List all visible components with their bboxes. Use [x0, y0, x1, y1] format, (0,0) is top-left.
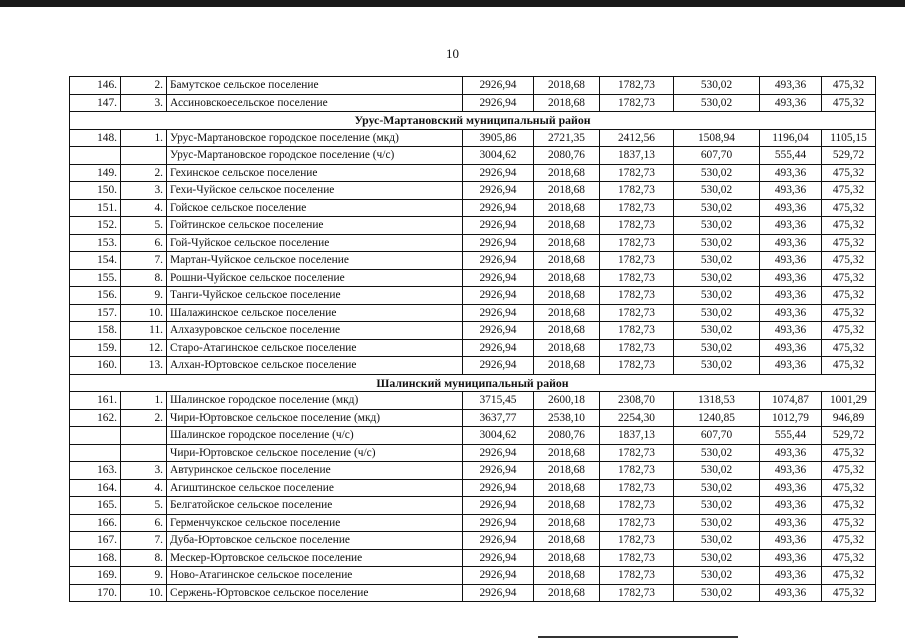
value-cell-4: 530,02 [674, 252, 760, 270]
value-cell-2: 2018,68 [534, 567, 600, 585]
value-cell-2: 2018,68 [534, 357, 600, 375]
row-number-district: 8. [121, 269, 167, 287]
value-cell-2: 2080,76 [534, 427, 600, 445]
table-row [70, 532, 876, 550]
value-cell-3: 1837,13 [600, 427, 674, 445]
value-cell-4: 1508,94 [674, 129, 760, 147]
row-number-overall: 159. [70, 339, 121, 357]
value-cell-4: 530,02 [674, 164, 760, 182]
value-cell-1: 2926,94 [463, 77, 534, 95]
value-cell-3: 2412,56 [600, 129, 674, 147]
row-number-district [121, 427, 167, 445]
value-cell-5: 493,36 [760, 514, 822, 532]
row-number-district: 12. [121, 339, 167, 357]
value-cell-6: 475,32 [822, 94, 876, 112]
row-number-overall: 167. [70, 532, 121, 550]
value-cell-1: 2926,94 [463, 479, 534, 497]
value-cell-4: 530,02 [674, 94, 760, 112]
bottom-edge-mark [538, 636, 738, 638]
row-number-overall: 150. [70, 182, 121, 200]
table-row [70, 129, 876, 147]
settlement-name: Шалажинское сельское поселение [167, 304, 463, 322]
value-cell-4: 530,02 [674, 567, 760, 585]
table-row [70, 217, 876, 235]
value-cell-3: 1782,73 [600, 94, 674, 112]
settlement-name: Герменчукское сельское поселение [167, 514, 463, 532]
value-cell-1: 2926,94 [463, 269, 534, 287]
row-number-district: 4. [121, 199, 167, 217]
row-number-overall: 161. [70, 392, 121, 410]
value-cell-5: 493,36 [760, 269, 822, 287]
value-cell-4: 530,02 [674, 357, 760, 375]
value-cell-6: 475,32 [822, 164, 876, 182]
value-cell-1: 2926,94 [463, 252, 534, 270]
section-header-row [70, 374, 876, 392]
table-row [70, 444, 876, 462]
row-number-overall: 166. [70, 514, 121, 532]
value-cell-5: 1074,87 [760, 392, 822, 410]
settlement-name: Старо-Атагинское сельское поселение [167, 339, 463, 357]
settlement-name: Гехи-Чуйское сельское поселение [167, 182, 463, 200]
value-cell-4: 530,02 [674, 217, 760, 235]
row-number-overall: 146. [70, 77, 121, 95]
value-cell-5: 493,36 [760, 444, 822, 462]
section-title: Шалинский муниципальный район [70, 374, 876, 392]
value-cell-6: 475,32 [822, 304, 876, 322]
value-cell-3: 1782,73 [600, 269, 674, 287]
table-row [70, 567, 876, 585]
row-number-overall: 158. [70, 322, 121, 340]
value-cell-6: 475,32 [822, 462, 876, 480]
value-cell-5: 493,36 [760, 164, 822, 182]
table-row [70, 252, 876, 270]
settlement-name: Рошни-Чуйское сельское поселение [167, 269, 463, 287]
row-number-overall [70, 147, 121, 165]
table-row [70, 199, 876, 217]
value-cell-1: 2926,94 [463, 357, 534, 375]
value-cell-6: 475,32 [822, 339, 876, 357]
value-cell-3: 1782,73 [600, 77, 674, 95]
settlement-name: Белгатойское сельское поселение [167, 497, 463, 515]
value-cell-2: 2018,68 [534, 584, 600, 602]
value-cell-2: 2018,68 [534, 182, 600, 200]
table-row [70, 427, 876, 445]
value-cell-3: 1782,73 [600, 217, 674, 235]
value-cell-3: 1782,73 [600, 584, 674, 602]
value-cell-6: 475,32 [822, 269, 876, 287]
value-cell-1: 2926,94 [463, 199, 534, 217]
value-cell-2: 2018,68 [534, 269, 600, 287]
value-cell-4: 1318,53 [674, 392, 760, 410]
settlement-name: Урус-Мартановское городское поселение (мкд) [167, 129, 463, 147]
value-cell-6: 475,32 [822, 217, 876, 235]
row-number-overall [70, 444, 121, 462]
value-cell-2: 2080,76 [534, 147, 600, 165]
settlement-name: Мескер-Юртовское сельское поселение [167, 549, 463, 567]
row-number-district: 9. [121, 287, 167, 305]
value-cell-4: 530,02 [674, 287, 760, 305]
value-cell-4: 530,02 [674, 269, 760, 287]
row-number-overall: 165. [70, 497, 121, 515]
tariff-table [69, 76, 876, 602]
value-cell-5: 1012,79 [760, 409, 822, 427]
value-cell-2: 2600,18 [534, 392, 600, 410]
value-cell-2: 2018,68 [534, 77, 600, 95]
row-number-district: 3. [121, 462, 167, 480]
row-number-district: 5. [121, 497, 167, 515]
row-number-district [121, 444, 167, 462]
value-cell-4: 530,02 [674, 77, 760, 95]
value-cell-5: 1196,04 [760, 129, 822, 147]
value-cell-1: 3004,62 [463, 147, 534, 165]
row-number-district [121, 147, 167, 165]
value-cell-4: 530,02 [674, 322, 760, 340]
row-number-overall: 163. [70, 462, 121, 480]
table-row [70, 182, 876, 200]
value-cell-5: 493,36 [760, 567, 822, 585]
row-number-district: 1. [121, 129, 167, 147]
table-row [70, 479, 876, 497]
settlement-name: Мартан-Чуйское сельское поселение [167, 252, 463, 270]
top-border-rule [0, 0, 905, 7]
row-number-district: 4. [121, 479, 167, 497]
value-cell-2: 2018,68 [534, 217, 600, 235]
settlement-name: Урус-Мартановское городское поселение (ч/с) [167, 147, 463, 165]
row-number-district: 2. [121, 77, 167, 95]
table-row [70, 584, 876, 602]
value-cell-1: 2926,94 [463, 567, 534, 585]
value-cell-1: 3905,86 [463, 129, 534, 147]
settlement-name: Алхан-Юртовское сельское поселение [167, 357, 463, 375]
row-number-district: 7. [121, 252, 167, 270]
value-cell-2: 2018,68 [534, 532, 600, 550]
value-cell-6: 475,32 [822, 234, 876, 252]
table-row [70, 287, 876, 305]
settlement-name: Агиштинское сельское поселение [167, 479, 463, 497]
value-cell-6: 475,32 [822, 549, 876, 567]
value-cell-5: 493,36 [760, 94, 822, 112]
table-row [70, 164, 876, 182]
value-cell-3: 1782,73 [600, 304, 674, 322]
row-number-overall: 170. [70, 584, 121, 602]
value-cell-4: 530,02 [674, 532, 760, 550]
settlement-name: Автуринское сельское поселение [167, 462, 463, 480]
value-cell-1: 2926,94 [463, 182, 534, 200]
value-cell-1: 2926,94 [463, 234, 534, 252]
value-cell-5: 555,44 [760, 427, 822, 445]
value-cell-6: 529,72 [822, 427, 876, 445]
value-cell-4: 530,02 [674, 444, 760, 462]
settlement-name: Ассиновскоесельское поселение [167, 94, 463, 112]
value-cell-3: 1782,73 [600, 287, 674, 305]
value-cell-5: 493,36 [760, 497, 822, 515]
page-number: 10 [446, 46, 459, 61]
row-number-district: 1. [121, 392, 167, 410]
row-number-overall [70, 427, 121, 445]
value-cell-2: 2018,68 [534, 287, 600, 305]
value-cell-1: 3004,62 [463, 427, 534, 445]
value-cell-5: 493,36 [760, 77, 822, 95]
row-number-overall: 157. [70, 304, 121, 322]
value-cell-4: 530,02 [674, 462, 760, 480]
value-cell-5: 493,36 [760, 339, 822, 357]
value-cell-4: 530,02 [674, 234, 760, 252]
section-title: Урус-Мартановский муниципальный район [70, 112, 876, 130]
row-number-district: 2. [121, 409, 167, 427]
settlement-name: Сержень-Юртовское сельское поселение [167, 584, 463, 602]
value-cell-1: 2926,94 [463, 462, 534, 480]
row-number-overall: 152. [70, 217, 121, 235]
value-cell-3: 1782,73 [600, 549, 674, 567]
value-cell-4: 530,02 [674, 479, 760, 497]
value-cell-2: 2018,68 [534, 252, 600, 270]
value-cell-6: 475,32 [822, 77, 876, 95]
row-number-district: 11. [121, 322, 167, 340]
value-cell-5: 493,36 [760, 532, 822, 550]
value-cell-1: 2926,94 [463, 584, 534, 602]
value-cell-5: 493,36 [760, 234, 822, 252]
row-number-overall: 164. [70, 479, 121, 497]
value-cell-4: 607,70 [674, 427, 760, 445]
row-number-overall: 151. [70, 199, 121, 217]
value-cell-3: 1782,73 [600, 532, 674, 550]
value-cell-6: 475,32 [822, 479, 876, 497]
value-cell-4: 530,02 [674, 339, 760, 357]
value-cell-3: 1837,13 [600, 147, 674, 165]
value-cell-1: 3637,77 [463, 409, 534, 427]
table-row [70, 514, 876, 532]
value-cell-3: 1782,73 [600, 199, 674, 217]
value-cell-1: 2926,94 [463, 304, 534, 322]
value-cell-5: 493,36 [760, 199, 822, 217]
value-cell-6: 1105,15 [822, 129, 876, 147]
value-cell-4: 607,70 [674, 147, 760, 165]
value-cell-2: 2018,68 [534, 549, 600, 567]
value-cell-1: 2926,94 [463, 94, 534, 112]
value-cell-2: 2018,68 [534, 164, 600, 182]
value-cell-2: 2018,68 [534, 199, 600, 217]
value-cell-5: 555,44 [760, 147, 822, 165]
value-cell-5: 493,36 [760, 217, 822, 235]
table-row [70, 392, 876, 410]
value-cell-1: 2926,94 [463, 444, 534, 462]
table-row [70, 147, 876, 165]
table-row [70, 269, 876, 287]
value-cell-6: 475,32 [822, 444, 876, 462]
value-cell-6: 475,32 [822, 182, 876, 200]
table-row [70, 339, 876, 357]
row-number-district: 6. [121, 234, 167, 252]
row-number-district: 9. [121, 567, 167, 585]
value-cell-1: 2926,94 [463, 532, 534, 550]
value-cell-3: 1782,73 [600, 322, 674, 340]
value-cell-5: 493,36 [760, 549, 822, 567]
value-cell-6: 475,32 [822, 199, 876, 217]
value-cell-3: 1782,73 [600, 164, 674, 182]
value-cell-1: 2926,94 [463, 322, 534, 340]
value-cell-5: 493,36 [760, 182, 822, 200]
value-cell-6: 475,32 [822, 252, 876, 270]
value-cell-2: 2018,68 [534, 462, 600, 480]
table-row [70, 462, 876, 480]
table-row [70, 304, 876, 322]
table-row [70, 549, 876, 567]
value-cell-1: 2926,94 [463, 164, 534, 182]
row-number-overall: 162. [70, 409, 121, 427]
value-cell-3: 1782,73 [600, 514, 674, 532]
value-cell-4: 530,02 [674, 497, 760, 515]
row-number-overall: 148. [70, 129, 121, 147]
row-number-overall: 147. [70, 94, 121, 112]
table-row [70, 357, 876, 375]
row-number-district: 5. [121, 217, 167, 235]
settlement-name: Ново-Атагинское сельское поселение [167, 567, 463, 585]
table-row [70, 77, 876, 95]
value-cell-1: 3715,45 [463, 392, 534, 410]
settlement-name: Шалинское городское поселение (мкд) [167, 392, 463, 410]
row-number-district: 2. [121, 164, 167, 182]
value-cell-3: 2308,70 [600, 392, 674, 410]
value-cell-2: 2018,68 [534, 444, 600, 462]
row-number-district: 13. [121, 357, 167, 375]
settlement-name: Гойское сельское поселение [167, 199, 463, 217]
row-number-overall: 149. [70, 164, 121, 182]
settlement-name: Чири-Юртовское сельское поселение (мкд) [167, 409, 463, 427]
table-row [70, 94, 876, 112]
value-cell-3: 1782,73 [600, 497, 674, 515]
value-cell-6: 529,72 [822, 147, 876, 165]
value-cell-2: 2018,68 [534, 94, 600, 112]
settlement-name: Танги-Чуйское сельское поселение [167, 287, 463, 305]
value-cell-6: 475,32 [822, 322, 876, 340]
value-cell-6: 475,32 [822, 357, 876, 375]
table-body [70, 77, 876, 602]
value-cell-2: 2538,10 [534, 409, 600, 427]
row-number-overall: 160. [70, 357, 121, 375]
settlement-name: Гехинское сельское поселение [167, 164, 463, 182]
value-cell-4: 530,02 [674, 549, 760, 567]
value-cell-3: 1782,73 [600, 444, 674, 462]
value-cell-1: 2926,94 [463, 549, 534, 567]
value-cell-5: 493,36 [760, 322, 822, 340]
value-cell-3: 1782,73 [600, 462, 674, 480]
value-cell-6: 946,89 [822, 409, 876, 427]
value-cell-1: 2926,94 [463, 287, 534, 305]
value-cell-6: 1001,29 [822, 392, 876, 410]
value-cell-1: 2926,94 [463, 217, 534, 235]
value-cell-6: 475,32 [822, 584, 876, 602]
row-number-district: 6. [121, 514, 167, 532]
row-number-overall: 155. [70, 269, 121, 287]
value-cell-5: 493,36 [760, 287, 822, 305]
row-number-district: 3. [121, 94, 167, 112]
value-cell-2: 2018,68 [534, 514, 600, 532]
value-cell-2: 2018,68 [534, 479, 600, 497]
table-row [70, 322, 876, 340]
row-number-district: 10. [121, 304, 167, 322]
row-number-overall: 169. [70, 567, 121, 585]
value-cell-5: 493,36 [760, 252, 822, 270]
row-number-district: 7. [121, 532, 167, 550]
value-cell-2: 2018,68 [534, 497, 600, 515]
row-number-district: 3. [121, 182, 167, 200]
value-cell-3: 1782,73 [600, 252, 674, 270]
value-cell-5: 493,36 [760, 462, 822, 480]
value-cell-1: 2926,94 [463, 497, 534, 515]
value-cell-2: 2018,68 [534, 339, 600, 357]
value-cell-3: 1782,73 [600, 234, 674, 252]
settlement-name: Чири-Юртовское сельское поселение (ч/с) [167, 444, 463, 462]
value-cell-1: 2926,94 [463, 339, 534, 357]
value-cell-4: 1240,85 [674, 409, 760, 427]
row-number-overall: 153. [70, 234, 121, 252]
value-cell-2: 2018,68 [534, 234, 600, 252]
row-number-overall: 168. [70, 549, 121, 567]
settlement-name: Алхазуровское сельское поселение [167, 322, 463, 340]
value-cell-4: 530,02 [674, 584, 760, 602]
value-cell-5: 493,36 [760, 357, 822, 375]
row-number-overall: 156. [70, 287, 121, 305]
value-cell-6: 475,32 [822, 287, 876, 305]
settlement-name: Дуба-Юртовское сельское поселение [167, 532, 463, 550]
value-cell-2: 2018,68 [534, 322, 600, 340]
value-cell-3: 1782,73 [600, 567, 674, 585]
value-cell-6: 475,32 [822, 567, 876, 585]
value-cell-3: 2254,30 [600, 409, 674, 427]
value-cell-1: 2926,94 [463, 514, 534, 532]
settlement-name: Гой-Чуйское сельское поселение [167, 234, 463, 252]
value-cell-4: 530,02 [674, 514, 760, 532]
row-number-overall: 154. [70, 252, 121, 270]
row-number-district: 8. [121, 549, 167, 567]
value-cell-6: 475,32 [822, 514, 876, 532]
value-cell-3: 1782,73 [600, 182, 674, 200]
value-cell-6: 475,32 [822, 497, 876, 515]
value-cell-3: 1782,73 [600, 357, 674, 375]
table-row [70, 234, 876, 252]
value-cell-6: 475,32 [822, 532, 876, 550]
settlement-name: Бамутское сельское поселение [167, 77, 463, 95]
value-cell-5: 493,36 [760, 304, 822, 322]
value-cell-2: 2018,68 [534, 304, 600, 322]
value-cell-2: 2721,35 [534, 129, 600, 147]
settlement-name: Гойтинское сельское поселение [167, 217, 463, 235]
value-cell-5: 493,36 [760, 479, 822, 497]
value-cell-4: 530,02 [674, 182, 760, 200]
value-cell-4: 530,02 [674, 199, 760, 217]
section-header-row [70, 112, 876, 130]
table-row [70, 409, 876, 427]
table-row [70, 497, 876, 515]
settlement-name: Шалинское городское поселение (ч/с) [167, 427, 463, 445]
value-cell-4: 530,02 [674, 304, 760, 322]
value-cell-3: 1782,73 [600, 339, 674, 357]
row-number-district: 10. [121, 584, 167, 602]
value-cell-3: 1782,73 [600, 479, 674, 497]
value-cell-5: 493,36 [760, 584, 822, 602]
